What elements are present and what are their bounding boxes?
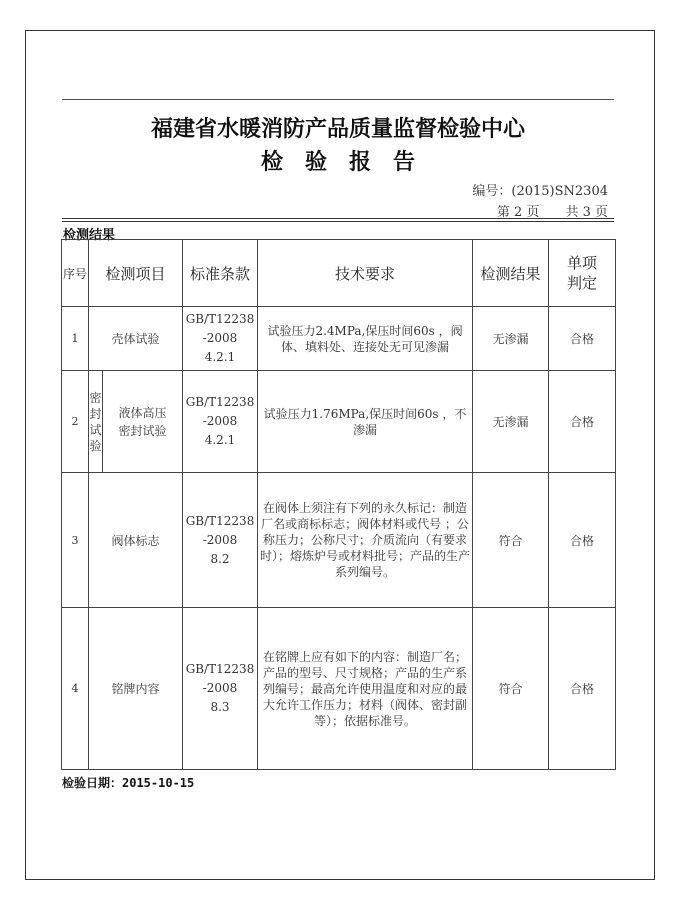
report-number: 编号：(2015)SN2304 bbox=[472, 184, 608, 199]
row-item: 铭牌内容 bbox=[89, 608, 183, 770]
page-indicator: 第 2 页 共 3 页 bbox=[496, 205, 608, 220]
standard-year: -2008 bbox=[202, 532, 238, 547]
header-result: 检测结果 bbox=[473, 240, 549, 307]
row-item: 壳体试验 bbox=[89, 307, 183, 371]
row-requirement: 试验压力1.76MPa,保压时间60s ，不渗漏 bbox=[258, 371, 473, 473]
row-standard bbox=[183, 307, 258, 371]
standard-code: GB/T12238 bbox=[185, 662, 255, 676]
row-item-text: 液体高压密封试验 bbox=[118, 405, 167, 438]
standard-year: -2008 bbox=[202, 414, 238, 428]
row-result: 无渗漏 bbox=[473, 307, 549, 371]
row-standard bbox=[183, 608, 258, 770]
header-seq: 序号 bbox=[62, 240, 89, 307]
organization-title: 福建省水暖消防产品质量监督检验中心 bbox=[150, 117, 525, 142]
header-item: 检测项目 bbox=[89, 240, 183, 307]
row-result: 无渗漏 bbox=[473, 371, 549, 473]
table-row bbox=[62, 608, 616, 770]
row-seq: 3 bbox=[62, 473, 89, 608]
header-judgement: 单项判定 bbox=[549, 240, 616, 307]
header-requirement: 技术要求 bbox=[258, 240, 473, 307]
standard-clause: 8.2 bbox=[210, 551, 230, 566]
header-double-rule-bottom bbox=[62, 221, 614, 222]
row-item bbox=[103, 371, 183, 473]
table-row bbox=[62, 473, 616, 608]
row-result: 符合 bbox=[473, 608, 549, 770]
standard-code: GB/T12238 bbox=[185, 312, 255, 326]
standard-code: GB/T12238 bbox=[185, 395, 255, 409]
row-standard bbox=[183, 473, 258, 608]
standard-clause: 4.2.1 bbox=[204, 350, 236, 364]
standard-code: GB/T12238 bbox=[185, 513, 255, 528]
row-judgement: 合格 bbox=[549, 608, 616, 770]
group-label-text: 密封试验 bbox=[89, 390, 102, 453]
results-table bbox=[61, 239, 616, 770]
header-rule bbox=[62, 99, 614, 100]
standard-year: -2008 bbox=[202, 681, 238, 695]
row-group-label bbox=[89, 371, 103, 473]
standard-year: -2008 bbox=[202, 331, 238, 345]
report-title: 检验报告 bbox=[260, 150, 437, 175]
row-requirement: 试验压力2.4MPa,保压时间60s ，阀体、填料处、连接处无可见渗漏 bbox=[258, 307, 473, 371]
table-header-row bbox=[62, 240, 616, 307]
row-result: 符合 bbox=[473, 473, 549, 608]
header-standard: 标准条款 bbox=[183, 240, 258, 307]
row-judgement: 合格 bbox=[549, 371, 616, 473]
standard-clause: 4.2.1 bbox=[204, 433, 236, 447]
row-judgement: 合格 bbox=[549, 473, 616, 608]
row-judgement: 合格 bbox=[549, 307, 616, 371]
row-item: 阀体标志 bbox=[89, 473, 183, 608]
standard-clause: 8.3 bbox=[210, 700, 230, 714]
row-seq: 4 bbox=[62, 608, 89, 770]
table-row bbox=[62, 307, 616, 371]
row-standard bbox=[183, 371, 258, 473]
section-label: 检测结果 bbox=[63, 228, 116, 243]
row-requirement: 在铭牌上应有如下的内容：制造厂名；产品的型号、尺寸规格；产品的生产系列编号；最高允许使用温度和对应的最大允许工作压力；材料（阀体、密封副等）；依据标准号。 bbox=[258, 608, 473, 770]
row-seq: 2 bbox=[62, 371, 89, 473]
inspection-date: 检验日期：2015-10-15 bbox=[62, 776, 195, 790]
row-requirement: 在阀体上须注有下列的永久标记：制造厂名或商标标志；阀体材料或代号 ；公称压力；公称尺寸；介质流向（有要求时）；熔炼炉号或材料批号；产品的生产系列编号。 bbox=[258, 473, 473, 608]
row-seq: 1 bbox=[62, 307, 89, 371]
header-double-rule-top bbox=[62, 218, 614, 219]
table-row bbox=[62, 371, 616, 473]
